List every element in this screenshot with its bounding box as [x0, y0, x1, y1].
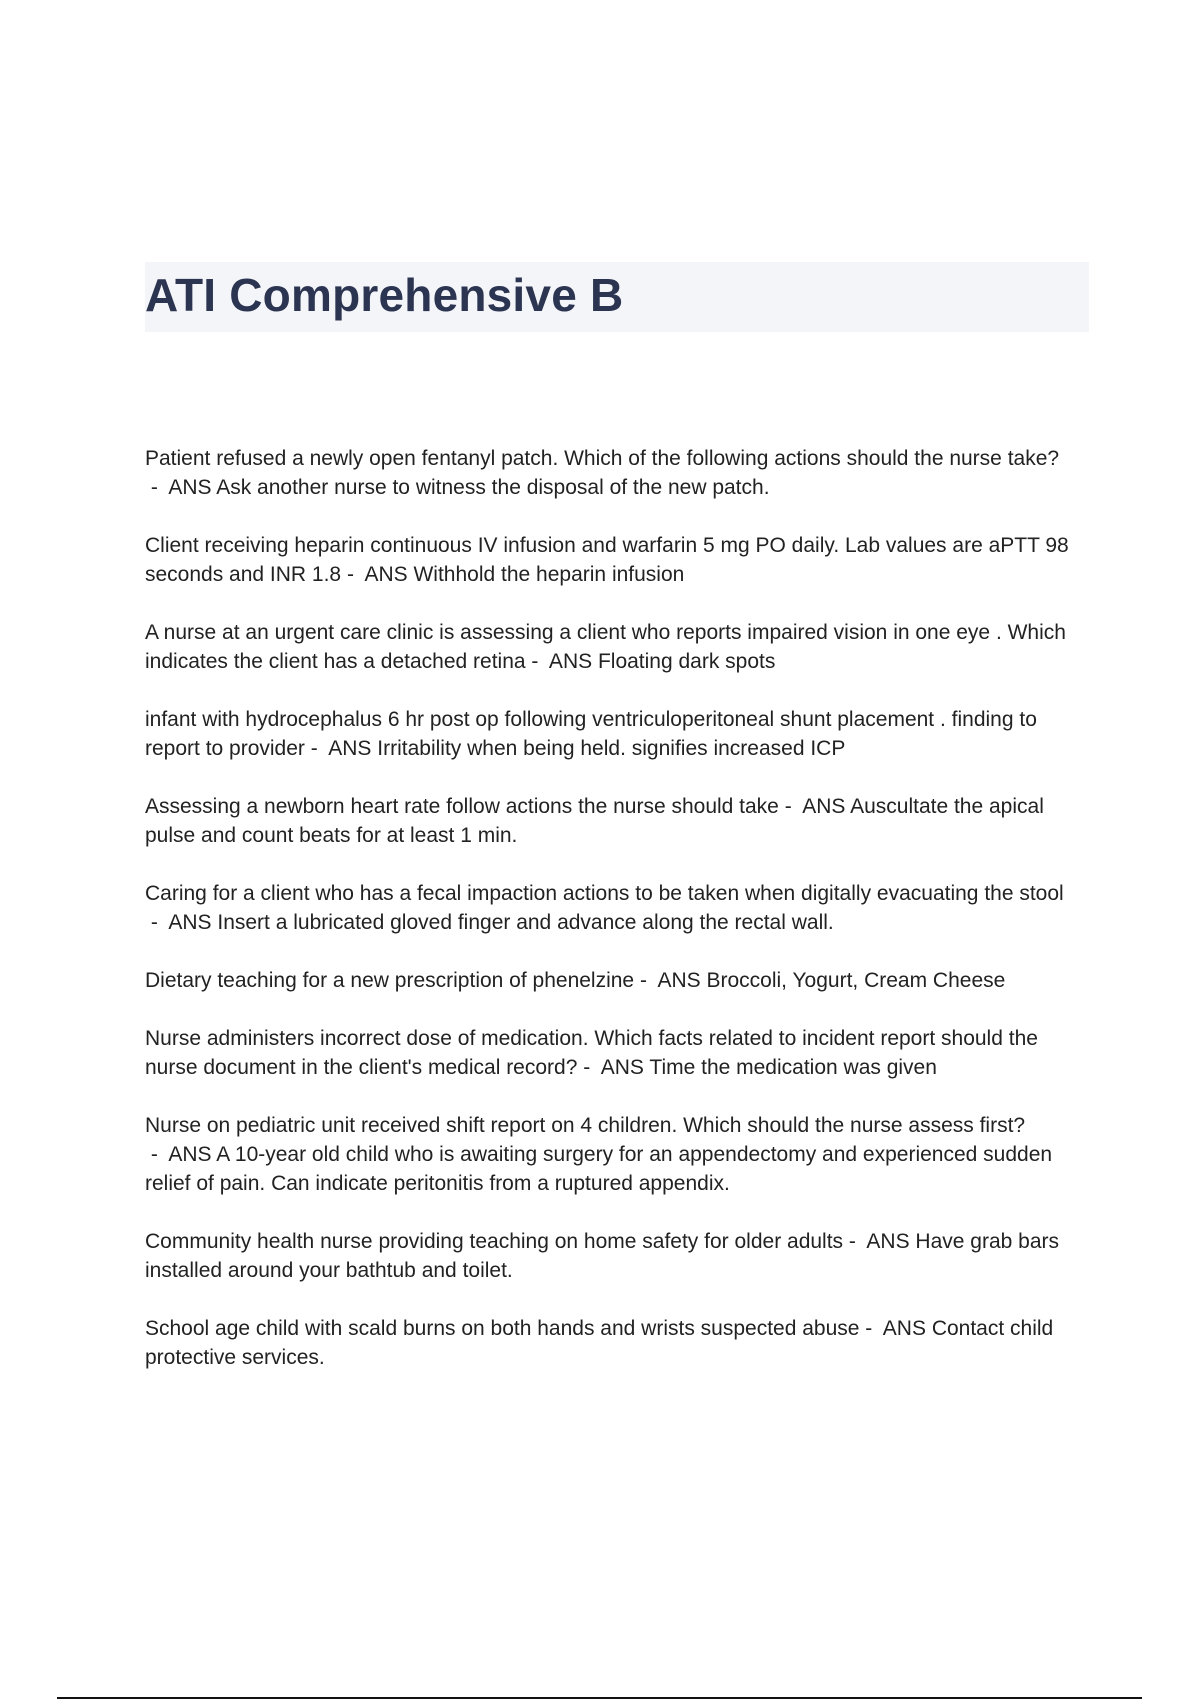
question-text: Caring for a client who has a fecal impaction actions to be taken when digitally evacuating the stool [145, 882, 1064, 905]
answer-text: Time the medication was given [649, 1056, 937, 1079]
answer-separator: - ANS [145, 911, 218, 934]
answer-separator: - ANS [859, 1317, 932, 1340]
qa-item [145, 1227, 1095, 1285]
answer-text: Insert a lubricated gloved finger and advance along the rectal wall. [217, 911, 834, 934]
answer-separator: - ANS [577, 1056, 650, 1079]
qa-item [145, 444, 1095, 502]
answer-separator: - ANS [778, 795, 851, 818]
answer-text: Irritability when being held. signifies increased ICP [377, 737, 846, 760]
qa-item [145, 966, 1095, 995]
question-text: Community health nurse providing teaching on home safety for older adults [145, 1230, 844, 1253]
question-text: Assessing a newborn heart rate follow actions the nurse should take [145, 795, 779, 818]
answer-text: Withhold the heparin infusion [413, 563, 685, 586]
answer-text: Have grab bars installed around your bathtub and toilet. [145, 1230, 1059, 1282]
question-text: Patient refused a newly open fentanyl patch. Which of the following actions should the nurse take? [145, 447, 1060, 470]
answer-separator: - ANS [145, 476, 217, 499]
answer-text: Broccoli, Yogurt, Cream Cheese [706, 969, 1006, 992]
qa-item [145, 1111, 1095, 1198]
answer-text: Floating dark spots [597, 650, 776, 673]
answer-text: Contact child protective services. [145, 1317, 1054, 1369]
qa-item [145, 531, 1095, 589]
answer-separator: - ANS [634, 969, 707, 992]
question-text: School age child with scald burns on both hands and wrists suspected abuse [145, 1317, 860, 1340]
answer-separator: - ANS [341, 563, 414, 586]
question-text: Nurse administers incorrect dose of medication. Which facts related to incident report should the nurse document in the client's medical record? [145, 1027, 1038, 1079]
qa-item [145, 705, 1095, 763]
qa-item [145, 1024, 1095, 1082]
answer-text: A 10-year old child who is awaiting surgery for an appendectomy and experienced sudden relief of pain. Can indicate peritonitis from a ruptured appendix. [145, 1143, 1053, 1195]
title-banner [145, 262, 1089, 332]
answer-separator: - ANS [843, 1230, 916, 1253]
answer-separator: - ANS [525, 650, 598, 673]
answer-separator: - ANS [145, 1143, 217, 1166]
answer-text: Ask another nurse to witness the disposal of the new patch. [216, 476, 770, 499]
answer-text: Auscultate the apical pulse and count beats for at least 1 min. [145, 795, 1044, 847]
question-text: Dietary teaching for a new prescription of phenelzine [145, 969, 635, 992]
question-text: A nurse at an urgent care clinic is assessing a client who reports impaired vision in one eye . Which indicates the client has a detached retina [145, 621, 1066, 673]
qa-item [145, 792, 1095, 850]
question-text: Client receiving heparin continuous IV infusion and warfarin 5 mg PO daily. Lab values are aPTT 98 seconds and INR 1.8 [145, 534, 1069, 586]
question-text: Nurse on pediatric unit received shift report on 4 children. Which should the nurse assess first? [145, 1114, 1026, 1137]
question-text: infant with hydrocephalus 6 hr post op following ventriculoperitoneal shunt placement . finding to report to provider [145, 708, 1037, 760]
qa-item [145, 1314, 1095, 1372]
qa-list [145, 444, 1095, 1401]
qa-item [145, 879, 1095, 937]
footer-divider [57, 1697, 1142, 1699]
answer-separator: - ANS [304, 737, 378, 760]
page-title: ATI Comprehensive B [145, 269, 624, 321]
qa-item [145, 618, 1095, 676]
